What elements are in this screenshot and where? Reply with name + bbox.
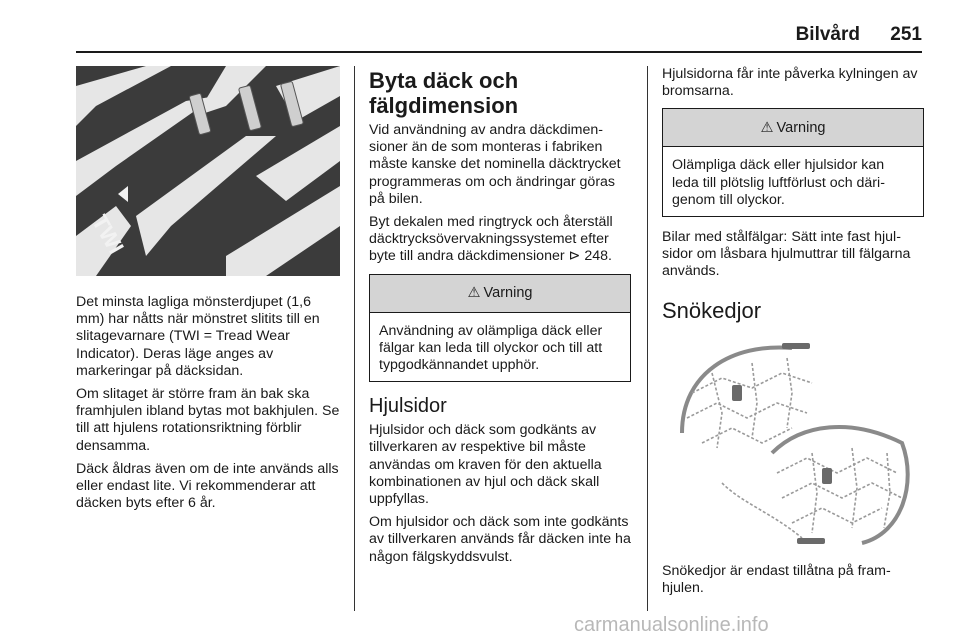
heading-tire-size: Byta däck och fälgdimension <box>369 68 519 118</box>
watermark: carmanualsonline.info <box>574 614 769 636</box>
paragraph: Det minsta lagliga mönsterdjupet (1,6 mm) har nåtts när mönstret slitits till en slitagevarnare (TWI = Tread Wear Indicator). Deras läge anges av markeringar på däcksidan. <box>76 294 320 379</box>
warning-body <box>370 313 630 382</box>
warning-title: Varning <box>483 285 533 302</box>
warning-text: Användning av olämpliga däck eller fälgar kan leda till olyckor och till att typgodkännandet upphör. <box>379 322 603 374</box>
warning-icon: ⚠ <box>467 285 481 302</box>
paragraph: Däck åldras även om de inte används alls eller endast lite. Vi rekommenderar att däcken byts efter 6 år. <box>76 460 339 512</box>
column-divider-2 <box>647 66 648 611</box>
paragraph-text: Byt dekalen med ringtryck och återställ däcktrycksövervakningssystemet efter byte till andra däckdimensioner <box>369 214 613 265</box>
paragraph: Om slitaget är större fram än bak ska framhjulen ibland bytas mot bakhjulen. Se till att hjulens rotationsriktning förblir densamma. <box>76 386 340 454</box>
warning-icon: ⚠ <box>760 119 774 136</box>
tire-tread-illustration <box>76 66 340 276</box>
page-header <box>0 20 960 50</box>
paragraph: Hjulsidor och däck som godkänts av tillverkaren av respektive bil måste användas om kraven för den aktuella kombinationen av hjul och däck skall uppfyllas. <box>369 422 602 508</box>
column-3 <box>662 66 924 603</box>
page-ref[interactable]: 248. <box>584 248 612 265</box>
heading-wheel-covers: Hjulsidor <box>369 395 447 418</box>
warning-text: Olämpliga däck eller hjulsidor kan leda till plötslig luftförlust och därigenom till olyckor. <box>672 157 885 208</box>
paragraph: Vid användning av andra däckdimensioner än de som monteras i fabriken måste kanske det nominella däcktrycket programmeras om och ändringar göras på bilen. <box>369 122 621 207</box>
header-rule <box>76 51 922 53</box>
column-2 <box>369 66 631 572</box>
warning-box <box>662 108 924 217</box>
warning-box <box>369 274 631 383</box>
warning-body <box>663 147 923 216</box>
warning-header <box>663 109 923 147</box>
warning-header <box>370 275 630 313</box>
warning-title: Varning <box>776 119 826 136</box>
twi-marking: TWI <box>87 210 129 259</box>
heading-snow-chains: Snökedjor <box>662 297 762 323</box>
paragraph: Hjulsidorna får inte påverka kylningen av bromsarna. <box>662 66 918 100</box>
column-1 <box>76 66 340 518</box>
page-ref-icon[interactable]: ⊳ <box>568 248 581 265</box>
snow-chains-illustration <box>662 333 924 553</box>
paragraph: Om hjulsidor och däck som inte godkänts av tillverkaren används får däcken inte ha någon fälgskyddsvulst. <box>369 514 631 565</box>
paragraph: Bilar med stålfälgar: Sätt inte fast hjulsidor om låsbara hjulmuttrar till fälgarna används. <box>662 229 911 280</box>
column-divider-1 <box>354 66 355 611</box>
paragraph <box>369 214 631 266</box>
paragraph: Snökedjor är endast tillåtna på framhjulen. <box>662 562 891 596</box>
section-title: Bilvård <box>795 24 860 45</box>
page-number: 251 <box>890 24 922 45</box>
